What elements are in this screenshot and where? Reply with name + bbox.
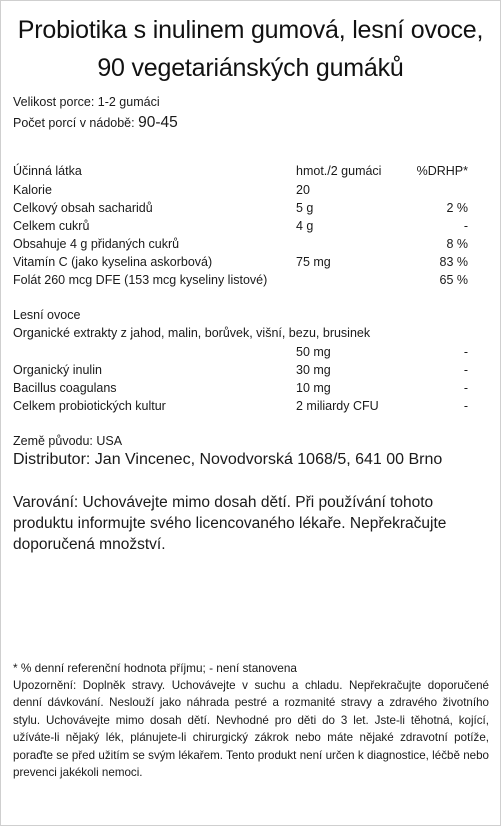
serving-size: Velikost porce: 1-2 gumáci bbox=[13, 95, 160, 109]
country-of-origin: Země původu: USA bbox=[13, 434, 123, 448]
ingredient-dv: - bbox=[463, 363, 468, 377]
header-dv: %DRHP* bbox=[416, 164, 468, 178]
organic-extracts: Organické extrakty z jahod, malin, borůvek, višní, bezu, brusinek bbox=[13, 326, 371, 340]
table-row bbox=[0, 361, 501, 379]
ingredient-name: Bacillus coagulans bbox=[13, 381, 117, 395]
ingredient-name: Organický inulin bbox=[13, 363, 102, 377]
ingredient-name: Kalorie bbox=[13, 183, 52, 197]
ingredient-amount: 5 g bbox=[296, 201, 314, 215]
table-row bbox=[0, 217, 501, 235]
warning-text: Varování: Uchovávejte mimo dosah dětí. Při používání tohoto produktu informujte svého licencovaného lékaře. Nepřekračujte doporučená množství. bbox=[13, 494, 447, 553]
section-forest-fruit: Lesní ovoce bbox=[13, 308, 81, 322]
header-amount: hmot./2 gumáci bbox=[296, 164, 382, 178]
ingredient-dv: - bbox=[463, 345, 468, 359]
table1-header bbox=[0, 162, 501, 180]
ingredient-dv: 8 % bbox=[446, 237, 468, 251]
ingredient-name: Vitamín C (jako kyselina askorbová) bbox=[13, 255, 213, 269]
table-row bbox=[0, 271, 501, 289]
ingredient-amount: 50 mg bbox=[296, 345, 331, 359]
header-ingredient: Účinná látka bbox=[13, 164, 82, 178]
product-title-line-2: 90 vegetariánských gumáků bbox=[97, 54, 404, 82]
ingredient-name: Celkový obsah sacharidů bbox=[13, 201, 153, 215]
table-row bbox=[0, 199, 501, 217]
notice-text: Upozornění: Doplněk stravy. Uchovávejte v suchu a chladu. Nepřekračujte doporučené denní dávkování. Neslouží jako náhrada pestré a rozmanité stravy a zdravého životního stylu. Uchovávejte mimo dosah dětí. Nevhodné pro děti do 3 let. Jste-li těhotná, kojící, užíváte-li nějaký lék, plánujete-li chirurgický zákrok nebo máte nějaké zdravotní potíže, poraďte se před užitím se svým lékařem. Tento produkt není určen k diagnostice, léčbě nebo prevenci jakékoli nemoci. bbox=[13, 679, 489, 780]
servings-per-container bbox=[13, 113, 178, 133]
table-row bbox=[0, 397, 501, 415]
ingredient-dv: 65 % bbox=[439, 273, 468, 287]
ingredient-dv: - bbox=[463, 219, 468, 233]
ingredient-amount: 4 g bbox=[296, 219, 314, 233]
table-row bbox=[0, 379, 501, 397]
ingredient-amount: 2 miliardy CFU bbox=[296, 399, 379, 413]
table-row bbox=[0, 343, 501, 361]
ingredient-name: Celkem cukrů bbox=[13, 219, 90, 233]
ingredient-dv: 2 % bbox=[446, 201, 468, 215]
table-row bbox=[0, 253, 501, 271]
ingredient-amount: 20 bbox=[296, 183, 310, 197]
ingredient-name: Folát 260 mcg DFE (153 mcg kyseliny listové) bbox=[13, 273, 268, 287]
ingredient-amount: 75 mg bbox=[296, 255, 331, 269]
table-row bbox=[0, 181, 501, 199]
ingredient-dv: - bbox=[463, 399, 468, 413]
servings-label: Počet porcí v nádobě: bbox=[13, 116, 135, 130]
table-row bbox=[0, 235, 501, 253]
servings-value: 90-45 bbox=[138, 114, 178, 131]
footnote: * % denní referenční hodnota příjmu; - není stanovena bbox=[13, 661, 297, 675]
ingredient-amount: 10 mg bbox=[296, 381, 331, 395]
ingredient-name: Obsahuje 4 g přidaných cukrů bbox=[13, 237, 180, 251]
ingredient-dv: 83 % bbox=[439, 255, 468, 269]
product-title-line-1: Probiotika s inulinem gumová, lesní ovoce, bbox=[17, 16, 484, 44]
ingredient-amount: 30 mg bbox=[296, 363, 331, 377]
ingredient-name: Celkem probiotických kultur bbox=[13, 399, 166, 413]
ingredient-dv: - bbox=[463, 381, 468, 395]
distributor: Distributor: Jan Vincenec, Novodvorská 1068/5, 641 00 Brno bbox=[13, 451, 443, 468]
